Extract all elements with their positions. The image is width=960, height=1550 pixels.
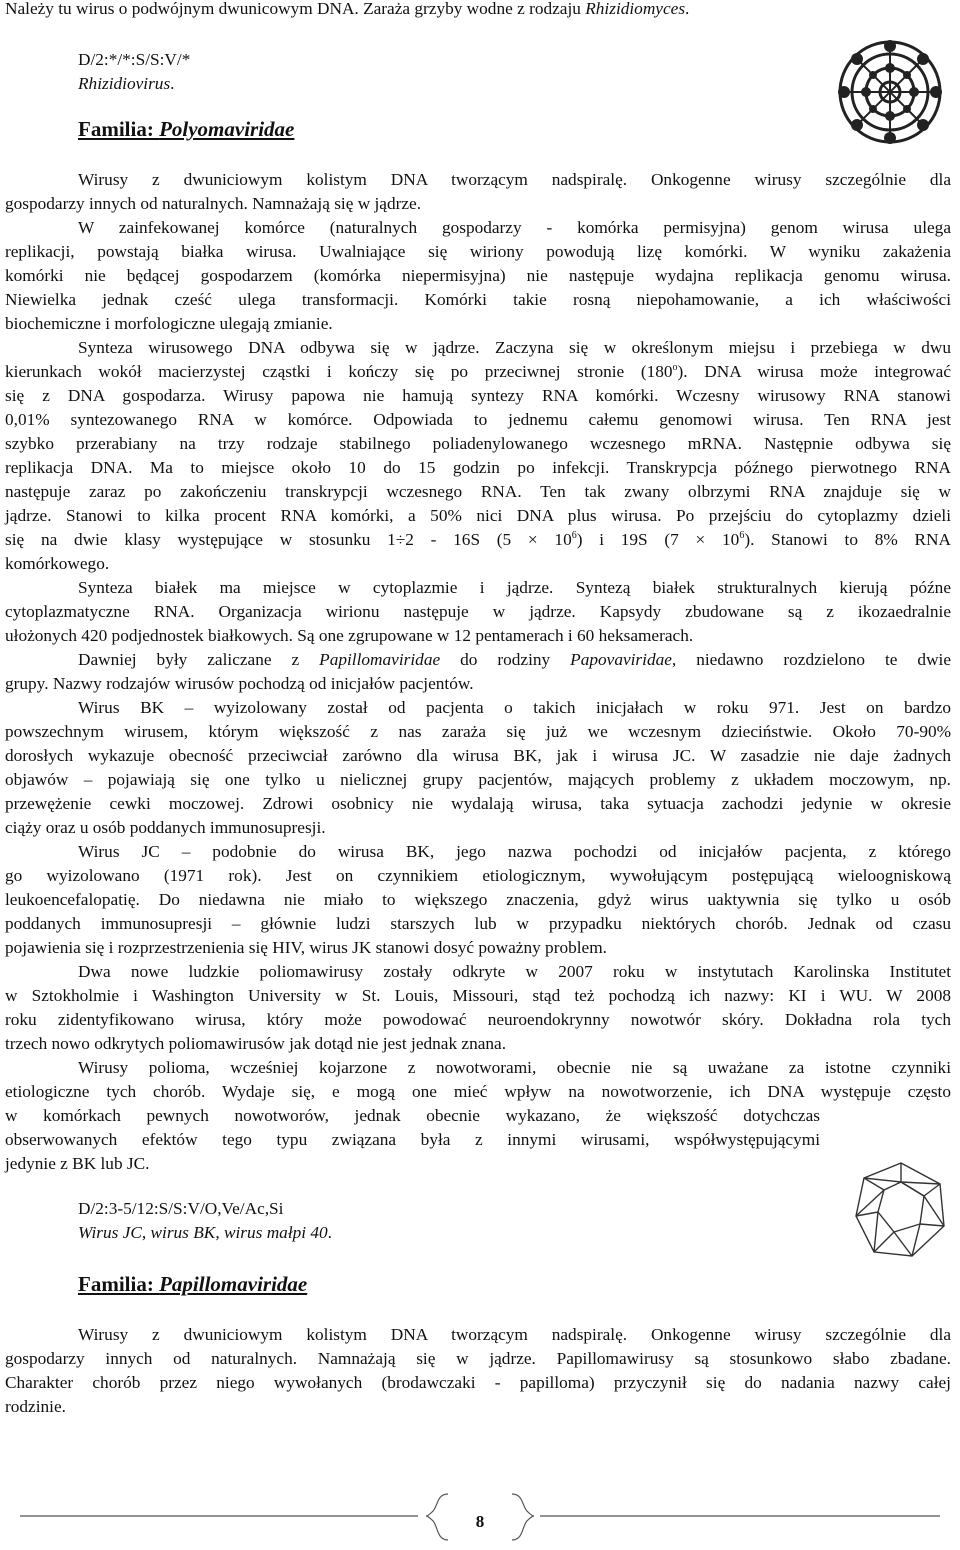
text-line xyxy=(5,432,951,456)
text-span: roku zidentyfikowano wirusa, który może powodować neuroendokrynny nowotwór skóry. Dokładna rola tych xyxy=(5,1010,951,1029)
text-span: trzech nowo odkrytych poliomawirusów jak dotąd nie jest jednak znana. xyxy=(5,1034,507,1053)
text-line xyxy=(78,48,951,72)
text-line xyxy=(5,192,951,216)
text-line xyxy=(78,1323,951,1347)
text-line xyxy=(5,528,951,552)
text-span: w komórkach pewnych nowotworów, jednak obecnie wykazano, że większość dotychczas xyxy=(5,1106,820,1125)
text-line xyxy=(5,792,951,816)
text-span: komórkowego. xyxy=(5,554,110,573)
text-span: Synteza wirusowego DNA odbywa się w jądrze. Zaczyna się w określonym miejsu i przebiega w dwu xyxy=(78,338,951,357)
italic-term: Rhizidiovirus xyxy=(78,74,171,93)
text-span: Familia: xyxy=(78,1272,160,1296)
text-line xyxy=(78,1197,951,1221)
section-heading xyxy=(78,117,951,143)
text-line xyxy=(78,840,951,864)
text-line xyxy=(5,456,951,480)
text-span: Synteza białek ma miejsce w cytoplazmie i jądrze. Syntezą białek strukturalnych kierują późne xyxy=(78,578,951,597)
text-span: Dawniej były zaliczane z xyxy=(78,650,320,669)
text-line xyxy=(5,0,951,21)
text-span: etiologiczne tych chorób. Wydaje się, e mogą one mieć wpływ na nowotworzenie, ich DNA występuje często xyxy=(5,1082,951,1101)
text-line xyxy=(5,1080,951,1104)
text-span: do rodziny xyxy=(440,650,571,669)
text-span: D/2:3-5/12:S/S:V/O,Ve/Ac,Si xyxy=(78,1199,284,1218)
text-span: gospodarzy innych od naturalnych. Namnażają się w jądrze. Papillomawirusy są stosunkowo słabo zbadane. xyxy=(5,1349,951,1368)
text-line xyxy=(5,984,951,1008)
text-line xyxy=(5,552,951,576)
text-span: . xyxy=(327,1223,332,1242)
text-span: się z DNA gospodarza. Wirusy papowa nie hamują syntezy RNA komórki. Wczesny wirusowy RNA stanowi xyxy=(5,386,951,405)
text-span: dorosłych wykazuje obecność przeciwciał zarówno dla wirusa BK, jak i wirusa JC. W zasadzie nie daje żadnych xyxy=(5,746,951,765)
text-span: przewężenie cewki moczowej. Zdrowi osobnicy nie wydalają wirusa, taka sytuacja zachodzi jedynie w okresie xyxy=(5,794,951,813)
text-span: Niewielka jednak cześć ulega transformacji. Komórki takie rosną niepohamowanie, a ich właściwości xyxy=(5,290,951,309)
text-span: kierunkach wokół macierzystej cząstki i kończy się po przeciwnej stronie (180 xyxy=(5,362,673,381)
text-span: leukoencefalopatię. Do niedawna nie miało to większego znaczenia, gdyż wirus uaktywnia się tylko u osób xyxy=(5,890,951,909)
text-line xyxy=(5,1371,951,1395)
text-line xyxy=(5,1008,951,1032)
text-line xyxy=(5,768,951,792)
text-span: . xyxy=(685,0,690,18)
text-span: Wirusy z dwuniciowym kolistym DNA tworzącym nadspiralę. Onkogenne wirusy szczególnie dla xyxy=(78,170,951,189)
text-line xyxy=(5,912,951,936)
text-line xyxy=(5,1395,951,1419)
text-span: Familia: xyxy=(78,117,160,141)
text-line xyxy=(5,312,951,336)
text-span: ułożonych 420 podjednostek białkowych. Są one zgrupowane w 12 pentamerach i 60 heksamerach. xyxy=(5,626,694,645)
text-line xyxy=(5,1347,951,1371)
text-span: jądrze. Stanowi to kilka procent RNA komórki, a 50% nici DNA plus wirusa. Po przejściu do cytoplazmy dzieli xyxy=(5,506,951,525)
text-line xyxy=(5,1104,820,1128)
text-line xyxy=(78,168,951,192)
text-span: . xyxy=(170,74,175,93)
text-span: objawów – pojawiają się one tylko u nielicznej grupy pacjentów, mających problemy z układem moczowym, np. xyxy=(5,770,951,789)
text-span: grupy. Nazwy rodzajów wirusów pochodzą od inicjałów pacjentów. xyxy=(5,674,474,693)
text-line xyxy=(5,672,951,696)
text-span: obserwowanych efektów tego typu związana była z innymi wirusami, współwystępującymi xyxy=(5,1130,820,1149)
text-line xyxy=(5,744,951,768)
italic-term: Rhizidiomyces xyxy=(585,0,686,18)
text-span: szybko przerabiany na trzy rodzaje stabilnego poliadenylowanego wczesnego mRNA. Następnie odbywa się xyxy=(5,434,951,453)
text-span: Dwa nowe ludzkie poliomawirusy zostały odkryte w 2007 roku w instytutach Karolinska Institutet xyxy=(78,962,951,981)
text-line xyxy=(78,1056,951,1080)
text-line xyxy=(5,1152,951,1176)
text-line xyxy=(78,336,951,360)
text-span: cytoplazmatyczne RNA. Organizacja wirionu następuje w jądrze. Kapsydy zbudowane są z ikozaedralnie xyxy=(5,602,951,621)
text-line xyxy=(5,600,951,624)
text-span: poddanych immunosupresji – głównie ludzi starszych lub w przypadku niektórych chorób. Jednak od czasu xyxy=(5,914,951,933)
italic-term: Polyomaviridae xyxy=(159,117,295,141)
text-span: 0,01% syntezowanego RNA w komórce. Odpowiada to jednemu całemu genomowi wirusa. Ten RNA jest xyxy=(5,410,951,429)
text-line xyxy=(5,480,951,504)
text-line xyxy=(5,360,951,384)
text-span: pojawienia się i rozprzestrzenienia się HIV, wirus JK stanowi dosyć poważny problem. xyxy=(5,938,607,957)
text-line xyxy=(5,864,951,888)
text-line xyxy=(5,816,951,840)
text-line xyxy=(78,72,951,96)
section-heading xyxy=(78,1272,951,1298)
virus-capsid-ornament-icon xyxy=(835,38,945,146)
text-span: rodzinie. xyxy=(5,1397,66,1416)
text-span: Wirusy polioma, wcześniej kojarzone z nowotworami, obecnie nie są uważane za istotne czynniki xyxy=(78,1058,951,1077)
text-line xyxy=(78,696,951,720)
italic-term: Papillomaviridae xyxy=(319,650,441,669)
text-span: się na dwie klasy występujące w stosunku 1÷2 - 16S (5 × 10 xyxy=(5,530,572,549)
italic-term: Wirus JC, wirus BK, wirus małpi 40 xyxy=(78,1223,328,1242)
text-span: Wirus BK – wyizolowany został od pacjenta o takich inicjałach w roku 971. Jest on bardzo xyxy=(78,698,951,717)
text-span: biochemiczne i morfologiczne ulegają zmianie. xyxy=(5,314,333,333)
text-span: Należy tu wirus o podwójnym dwunicowym DNA. Zaraża grzyby wodne z rodzaju xyxy=(5,0,586,18)
text-span: gospodarzy innych od naturalnych. Namnażają się w jądrze. xyxy=(5,194,422,213)
text-line xyxy=(78,216,951,240)
text-line xyxy=(5,264,951,288)
text-span: D/2:*/*:S/S:V/* xyxy=(78,50,191,69)
text-line xyxy=(78,576,951,600)
text-line xyxy=(5,240,951,264)
text-span: W zainfekowanej komórce (naturalnych gospodarzy - komórka permisyjna) genom wirusa ulega xyxy=(78,218,951,237)
text-span: Wirus JC – podobnie do wirusa BK, jego nazwa pochodzi od inicjałów pacjenta, z którego xyxy=(78,842,951,861)
text-span: Wirusy z dwuniciowym kolistym DNA tworzącym nadspiralę. Onkogenne wirusy szczególnie dla xyxy=(78,1325,951,1344)
text-line xyxy=(5,384,951,408)
text-span: komórki nie będącej gospodarzem (komórka niepermisyjna) nie następuje wydajna replikacja genomu wirusa. xyxy=(5,266,951,285)
text-line xyxy=(5,936,951,960)
text-span: ). DNA wirusa może integrować xyxy=(677,362,952,381)
italic-term: Papovaviridae xyxy=(570,650,672,669)
text-span: następuje zaraz po zakończeniu transkrypcji wczesnego RNA. Ten tak zwany olbrzymi RNA znajduje się w xyxy=(5,482,951,501)
icosahedron-capsid-icon xyxy=(852,1160,950,1260)
text-line xyxy=(5,1032,951,1056)
text-span: go wyizolowano (1971 rok). Jest on czynnikiem etiologicznym, wywołującym postępującą wieloogniskową xyxy=(5,866,951,885)
text-span: ). Stanowi to 8% RNA xyxy=(744,530,951,549)
text-line xyxy=(5,1128,820,1152)
text-line xyxy=(78,648,951,672)
text-span: ciąży oraz u osób poddanych immunosupresji. xyxy=(5,818,326,837)
text-line xyxy=(5,504,951,528)
text-span: replikacja DNA. Ma to miejsce około 10 do 15 godzin po infekcji. Transkrypcja późnego pierwotnego RNA xyxy=(5,458,951,477)
text-line xyxy=(5,408,951,432)
text-line xyxy=(5,888,951,912)
text-span: , niedawno rozdzielono te dwie xyxy=(671,650,952,669)
superscript: 6 xyxy=(571,530,577,542)
italic-term: Papillomaviridae xyxy=(159,1272,308,1296)
page-number: 8 xyxy=(475,1512,485,1531)
text-span: replikacji, powstają białka wirusa. Uwalniające się wiriony powodują lizę komórki. W wyniku zakażenia xyxy=(5,242,951,261)
text-line xyxy=(5,720,951,744)
text-line xyxy=(5,624,951,648)
text-span: w Sztokholmie i Washington University w St. Louis, Missouri, stąd też pochodzą ich nazwy: KI i WU. W 2008 xyxy=(5,986,951,1005)
text-line xyxy=(78,960,951,984)
text-span: jedynie z BK lub JC. xyxy=(5,1154,150,1173)
text-span: Charakter chorób przez niego wywołanych (brodawczaki - papilloma) przyczynił się do nadania nazwy całej xyxy=(5,1373,951,1392)
superscript: o xyxy=(672,362,678,374)
text-span: ) i 19S (7 × 10 xyxy=(576,530,740,549)
text-line xyxy=(5,288,951,312)
superscript: 6 xyxy=(739,530,745,542)
text-line xyxy=(78,1221,951,1245)
text-span: powszechnym wirusem, którym większość z nas zaraża się już we wczesnym dzieciństwie. Około 70-90% xyxy=(5,722,951,741)
